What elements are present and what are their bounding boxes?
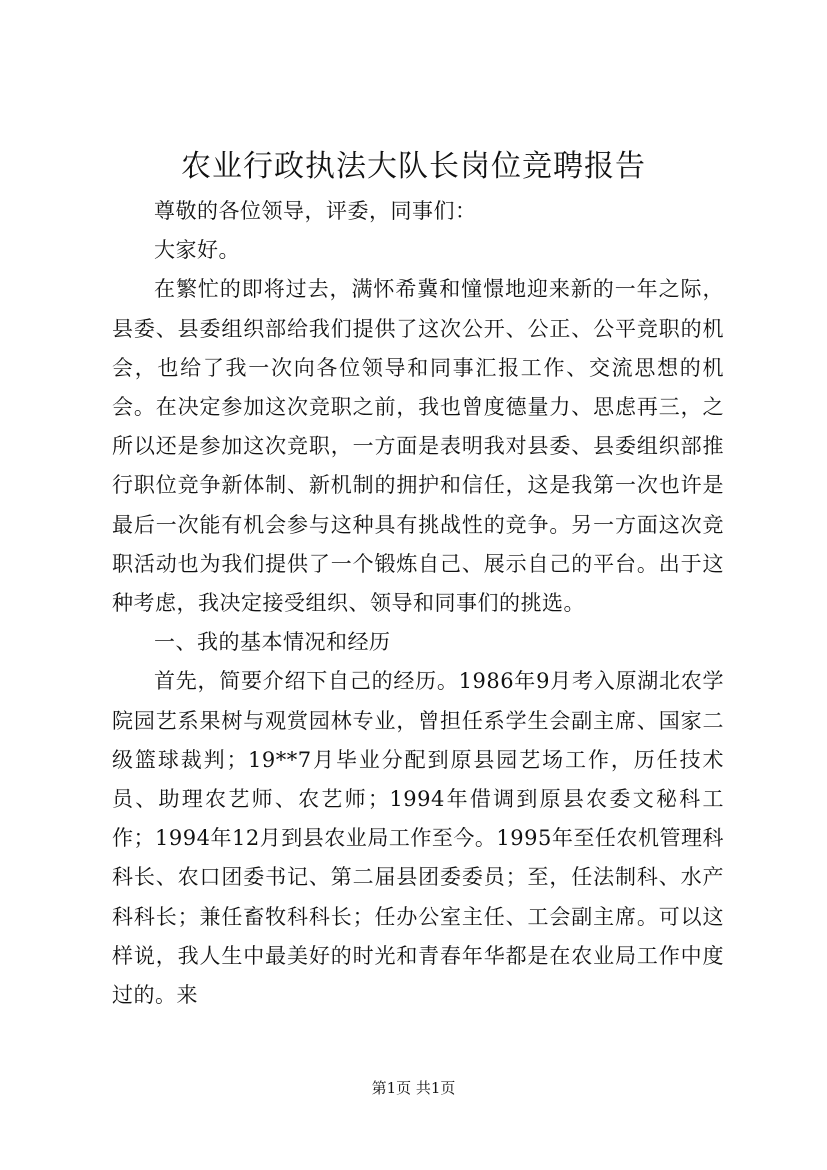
salutation-paragraph: 尊敬的各位领导，评委，同事们： <box>154 199 477 223</box>
document-title: 农业行政执法大队长岗位竞聘报告 <box>181 149 646 184</box>
document-body <box>112 192 724 1015</box>
intro-paragraph: 在繁忙的即将过去，满怀希冀和憧憬地迎来新的一年之际，县委、县委组织部给我们提供了这次公开、公正、公平竞职的机会，也给了我一次向各位领导和同事汇报工作、交流思想的机会。在决定参加这次竞职之前，我也曾度德量力、思虑再三，之所以还是参加这次竞职，一方面是表明我对县委、县委组织部推行职位竞争新体制、新机制的拥护和信任，这是我第一次也许是最后一次能有机会参与这种具有挑战性的竞争。另一方面这次竞职活动也为我们提供了一个锻炼自己、展示自己的平台。出于这种考虑，我决定接受组织、领导和同事们的挑选。 <box>112 277 724 616</box>
greeting-paragraph: 大家好。 <box>154 238 240 263</box>
section-heading: 一、我的基本情况和经历 <box>154 630 391 655</box>
experience-paragraph: 首先，简要介绍下自己的经历。1986年9月考入原湖北农学院园艺系果树与观赏园林专业，曾担任系学生会副主席、国家二级篮球裁判；19**7月毕业分配到原县园艺场工作，历任技术员、助理农艺师、农艺师；1994年借调到原县农委文秘科工作；1994年12月到县农业局工作至今。1995年至任农机管理科科长、农口团委书记、第二届县团委委员；至，任法制科、水产科科长；兼任畜牧科科长；任办公室主任、工会副主席。可以这样说，我人生中最美好的时光和青春年华都是在农业局工作中度过的。来 <box>112 669 724 1008</box>
page-number-footer: 第1页 共1页 <box>371 1079 456 1097</box>
